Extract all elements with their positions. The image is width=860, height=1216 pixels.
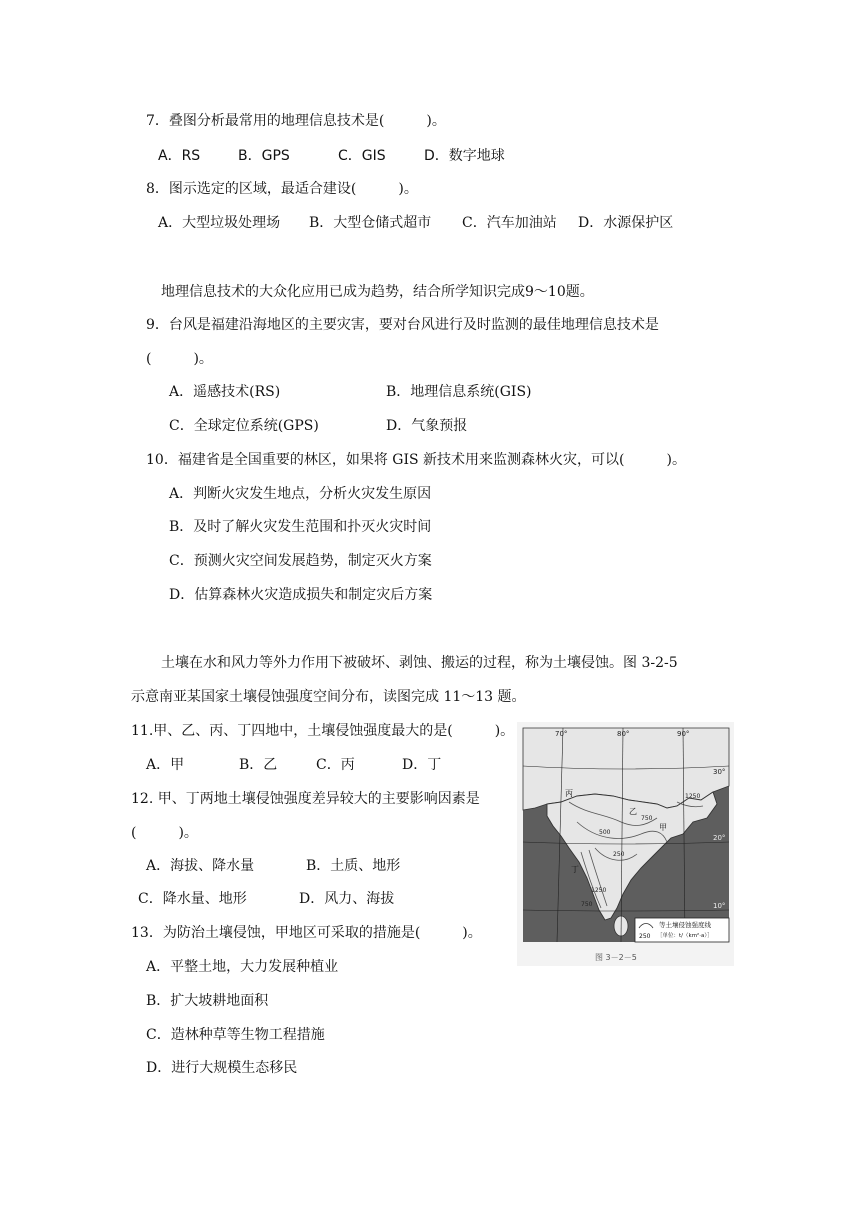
q8-option-b: B．大型仓储式超市 (309, 215, 432, 231)
q7-option-a: A．RS (158, 148, 201, 164)
figure-caption: 图 3－2－5 (595, 953, 637, 962)
legend-title: 等土壤侵蚀强度线 (659, 921, 711, 929)
q7-option-d: D．数字地球 (424, 148, 505, 164)
place-label-jia: 甲 (659, 823, 667, 832)
q9-option-a: A．遥感技术(RS) (169, 384, 281, 400)
lon-label-70: 70° (555, 730, 568, 738)
place-label-yi: 乙 (629, 807, 637, 816)
q12-stem-cont: ( )。 (131, 825, 198, 841)
q8-stem: 8．图示选定的区域，最适合建设( )。 (146, 181, 418, 197)
q12-option-a: A．海拔、降水量 (146, 858, 255, 874)
q11-option-d: D．丁 (402, 757, 442, 773)
intro-11-13-line1: 土壤在水和风力等外力作用下被破坏、剥蚀、搬运的过程，称为土壤侵蚀。图 3-2-5 (161, 655, 678, 671)
q9-stem-cont: ( )。 (146, 351, 213, 367)
legend-value: 250 (639, 933, 651, 940)
intro-11-13-line2: 示意南亚某国家土壤侵蚀强度空间分布，读图完成 11～13 题。 (131, 689, 526, 705)
contour-label: 250 (613, 851, 625, 858)
lat-label-30: 30° (713, 768, 726, 776)
q11-option-a: A．甲 (146, 757, 185, 773)
q10-stem: 10．福建省是全国重要的林区，如果将 GIS 新技术用来监测森林火灾，可以( )。 (146, 452, 686, 468)
q8-option-a: A．大型垃圾处理场 (158, 215, 281, 231)
intro-9-10: 地理信息技术的大众化应用已成为趋势，结合所学知识完成9～10题。 (161, 284, 594, 300)
q12-option-d: D．风力、海拔 (299, 891, 395, 907)
q13-option-b: B．扩大坡耕地面积 (146, 993, 269, 1009)
q7-option-b: B．GPS (238, 148, 290, 164)
contour-label: 750 (581, 901, 593, 908)
soil-erosion-map (517, 722, 734, 966)
q11-option-b: B．乙 (239, 757, 278, 773)
q9-option-d: D．气象预报 (386, 418, 468, 434)
lon-label-80: 80° (617, 730, 630, 738)
lon-label-90: 90° (677, 730, 690, 738)
contour-label: 500 (599, 829, 611, 836)
legend-unit: ［单位：t/（km²·a）］ (657, 933, 713, 939)
lat-label-20: 20° (713, 834, 726, 842)
q9-option-c: C．全球定位系统(GPS) (169, 418, 319, 434)
lat-label-10: 10° (713, 902, 726, 910)
q11-stem: 11.甲、乙、丙、丁四地中，土壤侵蚀强度最大的是( )。 (131, 723, 515, 739)
q10-option-d: D．估算森林火灾造成损失和制定灾后方案 (169, 587, 433, 603)
q12-option-b: B．土质、地形 (306, 858, 401, 874)
q10-option-a: A．判断火灾发生地点，分析火灾发生原因 (169, 486, 432, 502)
q9-stem: 9．台风是福建沿海地区的主要灾害，要对台风进行及时监测的最佳地理信息技术是 (146, 317, 659, 333)
contour-label: 1250 (685, 793, 701, 800)
q7-stem: 7．叠图分析最常用的地理信息技术是( )。 (146, 113, 446, 129)
q10-option-c: C．预测火灾空间发展趋势，制定灭火方案 (169, 553, 432, 569)
q13-stem: 13．为防治土壤侵蚀，甲地区可采取的措施是( )。 (131, 925, 482, 941)
q10-option-b: B．及时了解火灾发生范围和扑灭火灾时间 (169, 519, 432, 535)
q8-option-c: C．汽车加油站 (462, 215, 557, 231)
q7-option-c: C．GIS (338, 148, 386, 164)
q8-option-d: D．水源保护区 (578, 215, 674, 231)
place-label-ding: 丁 (571, 865, 579, 874)
contour-label: 750 (641, 815, 653, 822)
q11-option-c: C．丙 (316, 757, 355, 773)
place-label-bing: 丙 (565, 789, 573, 798)
q12-stem: 12. 甲、丁两地土壤侵蚀强度差异较大的主要影响因素是 (131, 791, 480, 807)
contour-label: 1250 (591, 887, 607, 894)
q13-option-a: A．平整土地，大力发展种植业 (146, 959, 339, 975)
q13-option-c: C．造林种草等生物工程措施 (146, 1027, 325, 1043)
soil-erosion-map-figure (517, 722, 734, 966)
q12-option-c: C．降水量、地形 (138, 891, 247, 907)
q9-option-b: B．地理信息系统(GIS) (386, 384, 532, 400)
q13-option-d: D．进行大规模生态移民 (146, 1060, 298, 1076)
